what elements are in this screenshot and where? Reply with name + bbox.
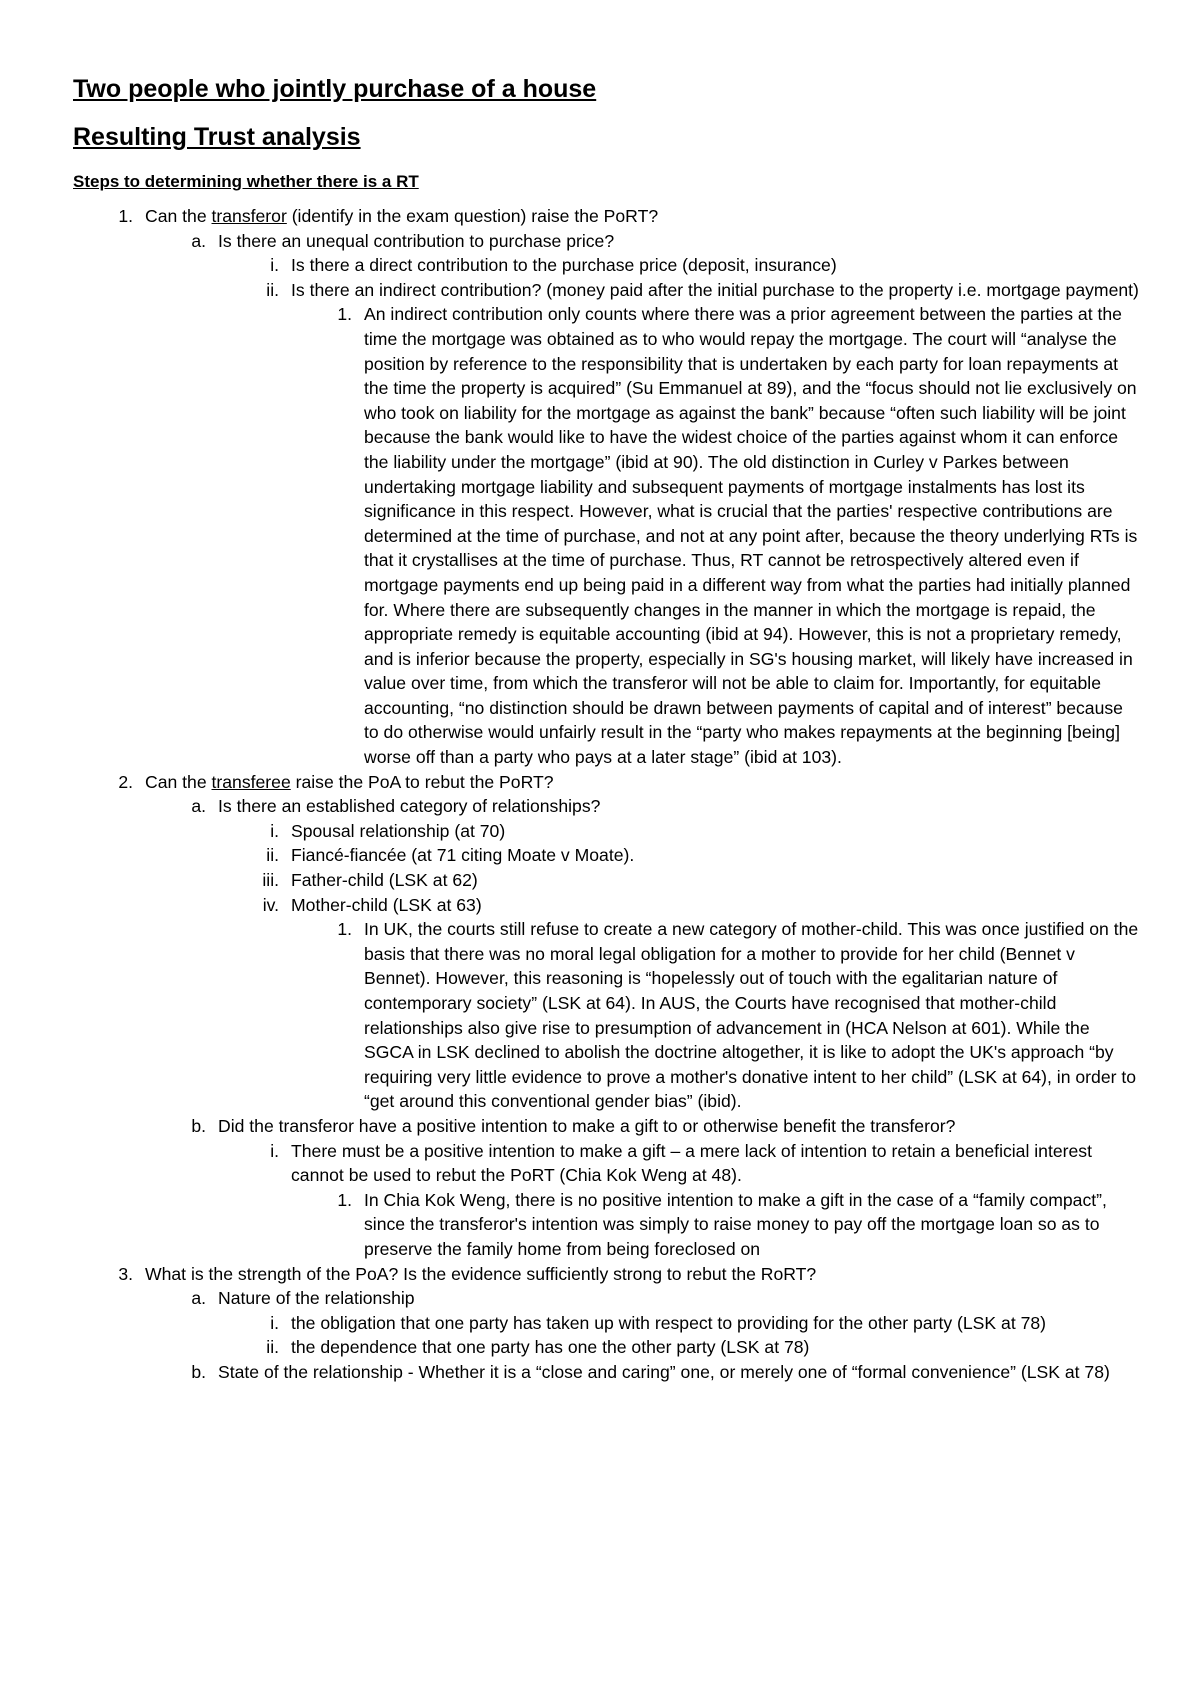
list-item-text: the obligation that one party has taken up with respect to providing for the other party (LSK at 78) xyxy=(291,1312,1047,1333)
list-item xyxy=(73,1311,1140,1336)
list-item-text xyxy=(145,772,554,792)
list-item xyxy=(73,253,1140,278)
list-marker: 2. xyxy=(118,771,133,792)
list-marker: b. xyxy=(191,1361,206,1382)
document-title: Two people who jointly purchase of a house xyxy=(73,75,597,103)
list-marker: 1. xyxy=(118,206,133,226)
list-marker: a. xyxy=(191,230,206,251)
list-marker: 3. xyxy=(118,1263,133,1284)
steps-heading: Steps to determining whether there is a RT xyxy=(73,172,419,191)
list-item xyxy=(73,1335,1140,1360)
list-item-text: Nature of the relationship xyxy=(218,1288,415,1309)
list-item-text: Is there an indirect contribution? (money paid after the initial purchase to the property i.e. mortgage payment) xyxy=(291,279,1139,300)
list-marker: iv. xyxy=(262,894,279,915)
list-marker: ii. xyxy=(266,845,279,866)
list-item-text: There must be a positive intention to make a gift – a mere lack of intention to retain a beneficial interest cannot be used to rebut the PoRT (Chia Kok Weng at 48). xyxy=(291,1140,1092,1186)
list-item xyxy=(73,1360,1140,1385)
list-item xyxy=(73,278,1140,303)
outline-list xyxy=(73,204,1140,1385)
list-marker: 1. xyxy=(337,919,352,940)
list-item xyxy=(73,917,1140,1114)
list-item-text: Mother-child (LSK at 63) xyxy=(291,894,482,915)
list-item xyxy=(73,1114,1140,1139)
text-run: Can the xyxy=(145,771,212,792)
text-run: (identify in the exam question) raise the PoRT? xyxy=(286,206,659,226)
list-item xyxy=(73,868,1140,893)
list-marker: b. xyxy=(191,1115,206,1136)
text-run: raise the PoA to rebut the PoRT? xyxy=(290,771,554,792)
list-item xyxy=(73,204,1140,229)
list-marker: a. xyxy=(191,1288,206,1309)
list-marker: ii. xyxy=(266,1337,279,1358)
list-item-text: Father-child (LSK at 62) xyxy=(291,870,478,891)
list-item-text: Fiancé-fiancée (at 71 citing Moate v Moate). xyxy=(291,845,635,866)
list-item-text: What is the strength of the PoA? Is the evidence sufficiently strong to rebut the RoRT? xyxy=(145,1263,817,1284)
list-item-text xyxy=(145,206,658,226)
list-marker: ii. xyxy=(266,279,279,300)
list-marker: iii. xyxy=(262,870,279,891)
section-heading: Resulting Trust analysis xyxy=(73,123,361,151)
list-marker: a. xyxy=(191,796,206,817)
list-item xyxy=(73,1139,1140,1188)
list-item xyxy=(73,794,1140,819)
list-item xyxy=(73,1286,1140,1311)
list-marker: 1. xyxy=(337,304,352,325)
list-item xyxy=(73,770,1140,795)
list-item xyxy=(73,893,1140,918)
list-item xyxy=(73,229,1140,254)
list-item-text: In Chia Kok Weng, there is no positive intention to make a gift in the case of a “family compact”, since the transferor's intention was simply to raise money to pay off the mortgage loan so as to preserve the family home from being foreclosed on xyxy=(364,1189,1107,1259)
list-item-text: State of the relationship - Whether it is a “close and caring” one, or merely one of “formal convenience” (LSK at 78) xyxy=(218,1361,1110,1382)
underlined-term: transferee xyxy=(211,771,291,792)
list-marker: 1. xyxy=(337,1189,352,1210)
list-item-text: Is there a direct contribution to the purchase price (deposit, insurance) xyxy=(291,255,837,276)
list-item-text: Is there an established category of relationships? xyxy=(218,796,601,817)
list-marker: i. xyxy=(270,1140,279,1161)
list-item xyxy=(73,302,1140,769)
list-item xyxy=(73,1262,1140,1287)
list-marker: i. xyxy=(270,820,279,841)
text-run: Can the xyxy=(145,206,212,226)
list-item-text: Is there an unequal contribution to purchase price? xyxy=(218,230,615,251)
list-marker: i. xyxy=(270,1312,279,1333)
underlined-term: transferor xyxy=(211,206,287,226)
list-item xyxy=(73,1188,1140,1262)
list-item-text: the dependence that one party has one the other party (LSK at 78) xyxy=(291,1337,810,1358)
list-item xyxy=(73,843,1140,868)
list-item-text: An indirect contribution only counts where there was a prior agreement between the parties at the time the mortgage was obtained as to who would repay the mortgage. The court will “analyse the position by reference to the responsibility that is undertaken by each party for loan repayments at the time the property is acquired” (Su Emmanuel at 89), and the “focus should not lie exclusively on who took on liability for the mortgage as against the bank” because “often such liability will be joint because the bank would like to have the widest choice of the parties against whom it can enforce the liability under the mortgage” (ibid at 90). The old distinction in Curley v Parkes between undertaking mortgage liability and subsequent payments of mortgage instalments has lost its significance in this respect. However, what is crucial that the parties' respective contributions are determined at the time of purchase, and not at any point after, because the theory underlying RTs is that it crystallises at the time of purchase. Thus, RT cannot be retrospectively altered even if mortgage payments end up being paid in a different way from what the parties had initially planned for. Where there are subsequently changes in the manner in which the mortgage is repaid, the appropriate remedy is equitable accounting (ibid at 94). However, this is not a proprietary remedy, and is inferior because the property, especially in SG's housing market, will likely have increased in value over time, from which the transferor will not be able to claim for. Importantly, for equitable accounting, “no distinction should be drawn between payments of capital and of interest” because to do otherwise would unfairly result in the “party who makes repayments at the beginning [being] worse off than a party who pays at a later stage” (ibid at 103). xyxy=(364,304,1138,768)
list-item-text: Did the transferor have a positive intention to make a gift to or otherwise benefit the transferor? xyxy=(218,1115,956,1136)
list-marker: i. xyxy=(270,255,279,276)
list-item-text: Spousal relationship (at 70) xyxy=(291,820,506,841)
list-item xyxy=(73,819,1140,844)
list-item-text: In UK, the courts still refuse to create a new category of mother-child. This was once justified on the basis that there was no moral legal obligation for a mother to provide for her child (Bennet v Bennet). However, this reasoning is “hopelessly out of touch with the egalitarian nature of contemporary society” (LSK at 64). In AUS, the Courts have recognised that mother-child relationships also give rise to presumption of advancement in (HCA Nelson at 601). While the SGCA in LSK declined to abolish the doctrine altogether, it is like to adopt the UK's approach “by requiring very little evidence to prove a mother's donative intent to her child” (LSK at 64), in order to “get around this conventional gender bias” (ibid). xyxy=(364,919,1139,1112)
